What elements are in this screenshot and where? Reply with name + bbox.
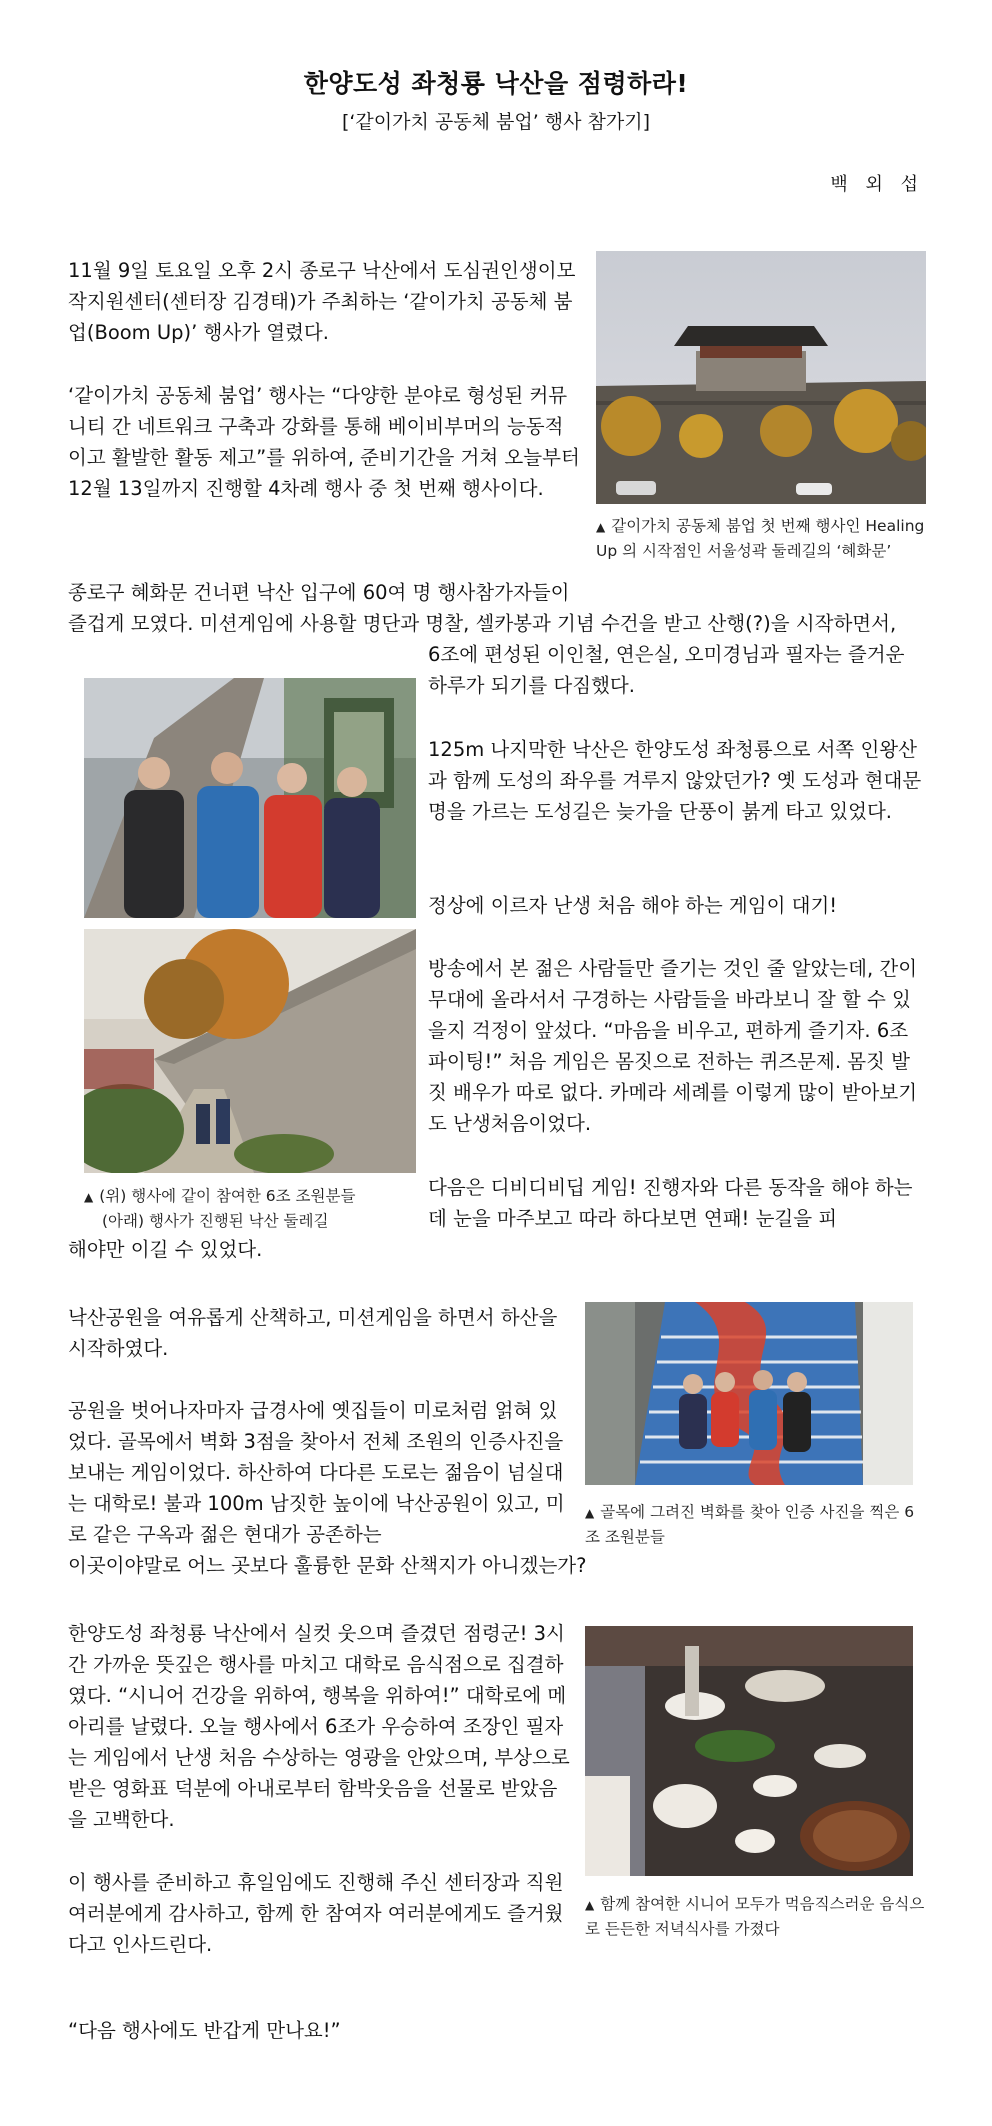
dinner-caption: ▲ 함께 참여한 시니어 모두가 먹음직스러운 음식으로 든든한 저녁식사를 가졌다	[585, 1895, 925, 1938]
paragraph-dibidibi-a: 다음은 디비디비딥 게임! 진행자와 다른 동작을 해야 하는데 눈을 마주보고 따라 하다보면 연패! 눈길을 피	[428, 1176, 913, 1230]
paragraph-dibidibi-b: 해야만 이길 수 있었다.	[68, 1238, 263, 1261]
paragraph-park: 낙산공원을 여유롭게 산책하고, 미션게임을 하면서 하산을 시작하였다.	[68, 1306, 558, 1360]
paragraph-intro: 11월 9일 토요일 오후 2시 종로구 낙산에서 도심권인생이모작지원센터(센터장 김경태)가 주최하는 ‘같이가치 공동체 붐업(Boom Up)’ 행사가 열렸다.	[68, 259, 576, 344]
triangle-marker-icon: ▲	[585, 1898, 595, 1912]
paragraph-dinner: 한양도성 좌청룡 낙산에서 실컷 웃으며 즐겼던 점령군! 3시간 가까운 뜻깊은 행사를 마치고 대학로 음식점으로 집결하였다. “시니어 건강을 위하여, 행복을 위하여!” 대학로에 메아리를 날렸다. 오늘 행사에서 6조가 우승하여 조장인 필자는 게임에서 난생 처음 수상하는 영광을 안았으며, 부상으로 받은 영화표 덕분에 아내로부터 함박웃음을 선물로 받았음을 고백한다.	[68, 1622, 570, 1831]
group-photo	[84, 678, 416, 918]
mural-caption: ▲ 골목에 그려진 벽화를 찾아 인증 사진을 찍은 6조 조원분들	[585, 1503, 915, 1546]
paragraph-alley-end: 이곳이야말로 어느 곳보다 훌륭한 문화 산책지가 아니겠는가?	[68, 1554, 587, 1577]
paragraph-alley: 공원을 벗어나자마자 급경사에 옛집들이 미로처럼 얽혀 있었다. 골목에서 벽화 3점을 찾아서 전체 조원의 인증사진을 보내는 게임이었다. 하산하여 다다른 도로는 젊음이 넘실대는 대학로! 불과 100m 남짓한 높이에 낙산공원이 있고, 미로 같은 구옥과 젊은 현대가 공존하는	[68, 1399, 565, 1546]
trail-photo	[84, 929, 416, 1173]
paragraph-summit: 정상에 이르자 난생 처음 해야 하는 게임이 대기!	[428, 894, 838, 917]
gate-photo	[596, 251, 926, 504]
paragraph-gathering-c: 6조에 편성된 이인철, 연은실, 오미경님과 필자는 즐거운 하루가 되기를 다짐했다.	[428, 643, 905, 697]
paragraph-gathering-a: 종로구 혜화문 건너편 낙산 입구에 60여 명 행사참가자들이	[68, 581, 570, 604]
triangle-marker-icon: ▲	[585, 1506, 595, 1520]
page-title: 한양도성 좌청룡 낙산을 점령하라!	[303, 69, 689, 98]
paragraph-game: 방송에서 본 젊은 사람들만 즐기는 것인 줄 알았는데, 간이 무대에 올라서서 구경하는 사람들을 바라보니 잘 할 수 있을지 걱정이 앞섰다. “마음을 비우고, 편하게 즐기자. 6조 파이팅!” 처음 게임은 몸짓으로 전하는 퀴즈문제. 몸짓 발짓 배우가 따로 없다. 카메라 세례를 이렇게 많이 받아보기도 난생처음이었다.	[428, 957, 918, 1135]
paragraph-closing: “다음 행사에도 반갑게 만나요!”	[68, 2019, 341, 2042]
mural-photo	[585, 1302, 913, 1485]
paragraph-thanks: 이 행사를 준비하고 휴일임에도 진행해 주신 센터장과 직원 여러분에게 감사하고, 함께 한 참여자 여러분에게도 즐거웠다고 인사드린다.	[68, 1871, 564, 1956]
paragraph-purpose: ‘같이가치 공동체 붐업’ 행사는 “다양한 분야로 형성된 커뮤니티 간 네트워크 구축과 강화를 통해 베이비부머의 능동적이고 활발한 활동 제고”를 위하여, 준비기간을 거쳐 오늘부터 12월 13일까지 진행할 4차례 행사 중 첫 번째 행사이다.	[68, 384, 580, 500]
dinner-photo	[585, 1626, 913, 1876]
paragraph-naksan: 125m 나지막한 낙산은 한양도성 좌청룡으로 서쪽 인왕산과 함께 도성의 좌우를 겨루지 않았던가? 옛 도성과 현대문명을 가르는 도성길은 늦가을 단풍이 붉게 타고 있었다.	[428, 738, 922, 823]
author-name: 백 외 섭	[830, 174, 924, 195]
group-caption: ▲ (위) 행사에 같이 참여한 6조 조원분들 (아래) 행사가 진행된 낙산 둘레길	[84, 1187, 356, 1230]
gate-caption: ▲ 같이가치 공동체 붐업 첫 번째 행사인 Healing Up 의 시작점인 서울성곽 둘레길의 ‘혜화문’	[596, 517, 925, 560]
triangle-marker-icon: ▲	[596, 520, 606, 534]
page-subtitle: [‘같이가치 공동체 붐업’ 행사 참가기]	[341, 111, 651, 133]
paragraph-gathering-b: 즐겁게 모였다. 미션게임에 사용할 명단과 명찰, 셀카봉과 기념 수건을 받고 산행(?)을 시작하면서,	[68, 612, 897, 635]
triangle-marker-icon: ▲	[84, 1190, 94, 1204]
